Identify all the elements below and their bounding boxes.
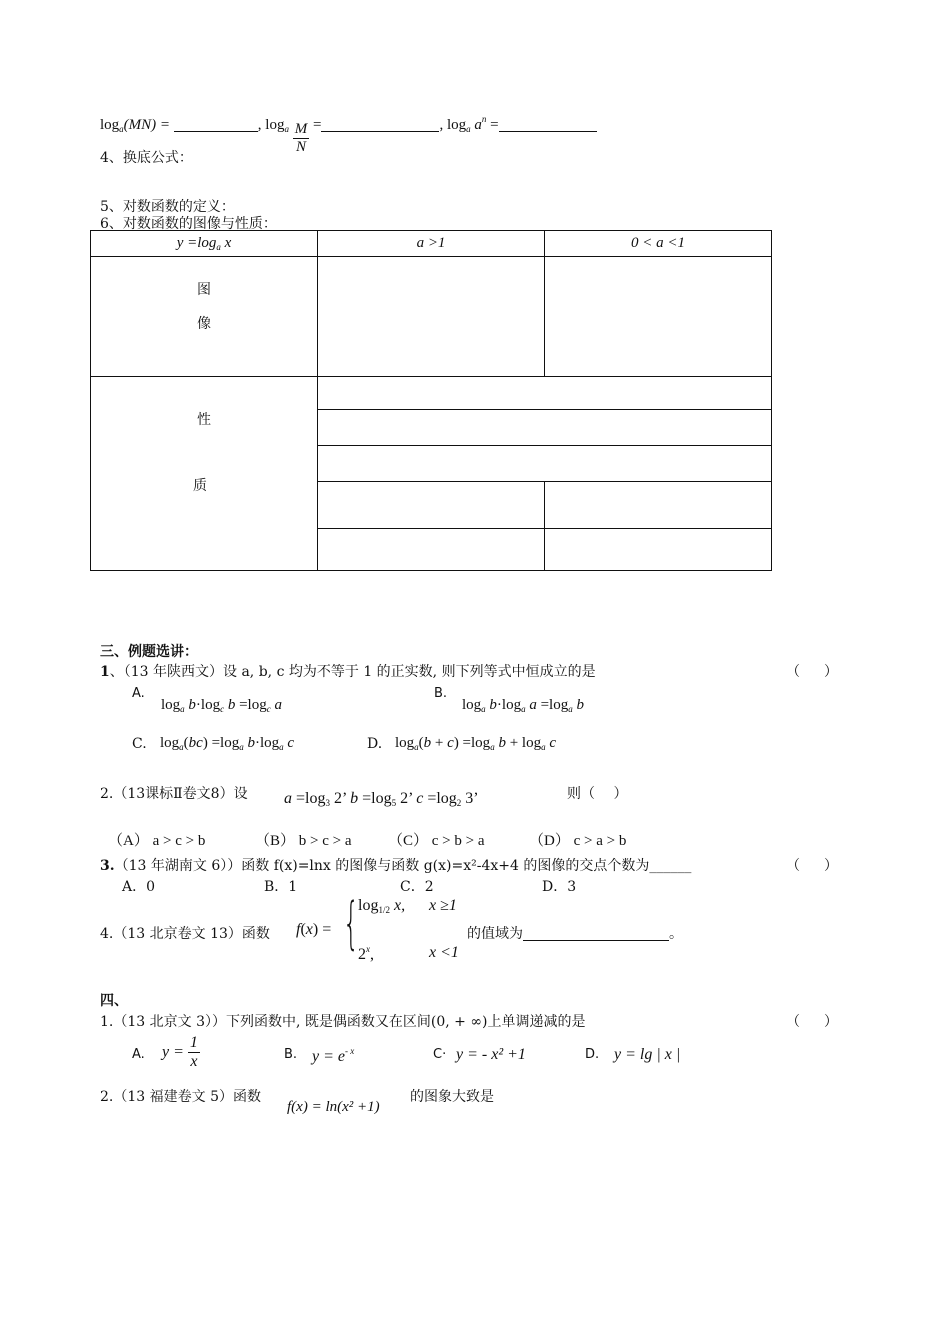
- blank-2[interactable]: [321, 117, 439, 132]
- log-rules-line: $\log_a(MN)$ = , $\log_a$ $\frac{M}{N}$ = , $\log_a a^n$ =: [100, 114, 597, 157]
- q4-answer-blank[interactable]: [523, 926, 669, 941]
- s4-q1-option-c-label: C·: [433, 1047, 447, 1062]
- s4-q1-option-c[interactable]: y = - x² +1: [456, 1046, 526, 1063]
- blank-1[interactable]: [174, 117, 258, 132]
- s4-q1-option-b[interactable]: $y = e^{- x}$: [312, 1046, 355, 1065]
- prop-cell[interactable]: [318, 377, 772, 410]
- s4-q2-expr: f(x) = ln(x² +1): [287, 1099, 380, 1115]
- blank-3[interactable]: [499, 117, 597, 132]
- q4-fx: f(x) =: [296, 921, 332, 938]
- q1-answer-paren[interactable]: （ ）: [786, 664, 838, 680]
- table-head-func: $y =\log_a$ x: [91, 231, 318, 257]
- s4-q2-stem-post: 的图象大致是: [410, 1089, 494, 1105]
- q4-cond-2: x <1: [429, 944, 459, 961]
- q1-stem: 1、（13 年陕西文）设 a, b, c 均为不等于 1 的正实数, 则下列等式中恒成立的是: [100, 664, 596, 680]
- prop-cell-a-lt-1[interactable]: [545, 482, 772, 529]
- s4-q2-stem-pre: 2.（13 福建卷文 5）函数: [100, 1089, 261, 1105]
- q3-stem: 3.（13 年湖南文 6））函数 f(x)=lnx 的图像与函数 g(x)=x²-4x+4 的图像的交点个数为______: [100, 858, 692, 874]
- q2-option-a[interactable]: （A） a > c > b: [108, 833, 206, 849]
- q3-option-d[interactable]: D．3: [542, 879, 577, 895]
- prop-cell-a-gt-1[interactable]: [318, 482, 545, 529]
- q3-option-b[interactable]: B．1: [264, 879, 298, 895]
- s4-q1-option-a[interactable]: y = $\frac{1}{x}$: [162, 1034, 198, 1071]
- q1-option-c-label: C.: [132, 736, 147, 752]
- prop-cell-a-lt-1[interactable]: [545, 529, 772, 571]
- q2-stem-pre: 2.（13课标Ⅱ卷文8）设: [100, 786, 248, 802]
- change-of-base-item: 4、换底公式：: [100, 150, 193, 166]
- q3-option-c[interactable]: C．2: [400, 879, 434, 895]
- s4-q1-stem: 1.（13 北京文 3））下列函数中, 既是偶函数又在区间(0, + ∞)上单调递减的是: [100, 1014, 586, 1030]
- s4-q1-option-b-label: B.: [284, 1047, 298, 1062]
- log-definition-item: 5、对数函数的定义：: [100, 199, 235, 215]
- table-row-props-label: 性 质: [91, 377, 318, 571]
- q2-stem-post: 则（ ）: [567, 786, 628, 802]
- section4-title: 四、: [100, 993, 128, 1009]
- q1-option-d[interactable]: $\log_a(b + c) =\log_a$ $b + \log_a c$: [395, 735, 556, 752]
- q1-option-d-label: D.: [367, 736, 383, 752]
- log-graph-props-item: 6、对数函数的图像与性质：: [100, 216, 277, 232]
- prop-cell[interactable]: [318, 446, 772, 482]
- q4-brace: {: [343, 891, 360, 956]
- graph-cell-a-lt-1[interactable]: [545, 257, 772, 377]
- section3-title: 三、例题选讲：: [100, 644, 198, 660]
- s4-q1-option-a-label: A.: [132, 1047, 145, 1062]
- s4-q1-option-d-label: D.: [585, 1047, 600, 1062]
- q4-stem-post: 的值域为 。: [467, 926, 683, 942]
- q2-option-d[interactable]: （D） c > a > b: [529, 833, 627, 849]
- q2-option-c[interactable]: （C） c > b > a: [388, 833, 485, 849]
- q3-answer-paren[interactable]: （ ）: [786, 858, 838, 874]
- prop-cell[interactable]: [318, 410, 772, 446]
- prop-cell-a-gt-1[interactable]: [318, 529, 545, 571]
- q1-option-a[interactable]: $\log_a b\cdot\log_c$ $b =\log_c$ a: [161, 697, 282, 714]
- s4-q1-answer-paren[interactable]: （ ）: [786, 1014, 838, 1030]
- q1-option-b-label: B.: [434, 686, 448, 701]
- q1-option-c[interactable]: $\log_a(bc) =\log_a$ $b\cdot\log_a$ c: [160, 735, 295, 752]
- q1-option-b[interactable]: $\log_a b\cdot\log_a$ $a =\log_a$ b: [462, 697, 584, 714]
- log-power-expr: $\log_a a^n$: [446, 114, 487, 134]
- log-mn-frac: $\log_a$ $\frac{M}{N}$: [265, 117, 308, 156]
- q1-option-a-label: A.: [132, 686, 145, 701]
- graph-cell-a-gt-1[interactable]: [318, 257, 545, 377]
- q4-cond-1: x ≥1: [429, 897, 457, 914]
- q3-option-a[interactable]: A．0: [122, 879, 156, 895]
- q4-case-1: $\log_{1/2} x$,: [358, 897, 406, 915]
- table-head-a-lt-1: 0 < a <1: [545, 231, 772, 257]
- log-function-table: [90, 230, 772, 571]
- q4-case-2: 2$^x$,: [358, 944, 374, 963]
- q4-stem-pre: 4.（13 北京卷文 13）函数: [100, 926, 270, 942]
- table-row-image-label: 图 像: [91, 257, 318, 377]
- log-mn-expr: $\log_a(MN)$ =: [100, 117, 171, 134]
- s4-q1-option-d[interactable]: y = lg | x |: [614, 1046, 681, 1063]
- table-head-a-gt-1: a >1: [318, 231, 545, 257]
- q2-option-b[interactable]: （B） b > c > a: [255, 833, 352, 849]
- q2-expr: $a =\log_3$ 2’ $b =\log_5$ 2’ $c =\log_2$ 3’: [284, 790, 479, 808]
